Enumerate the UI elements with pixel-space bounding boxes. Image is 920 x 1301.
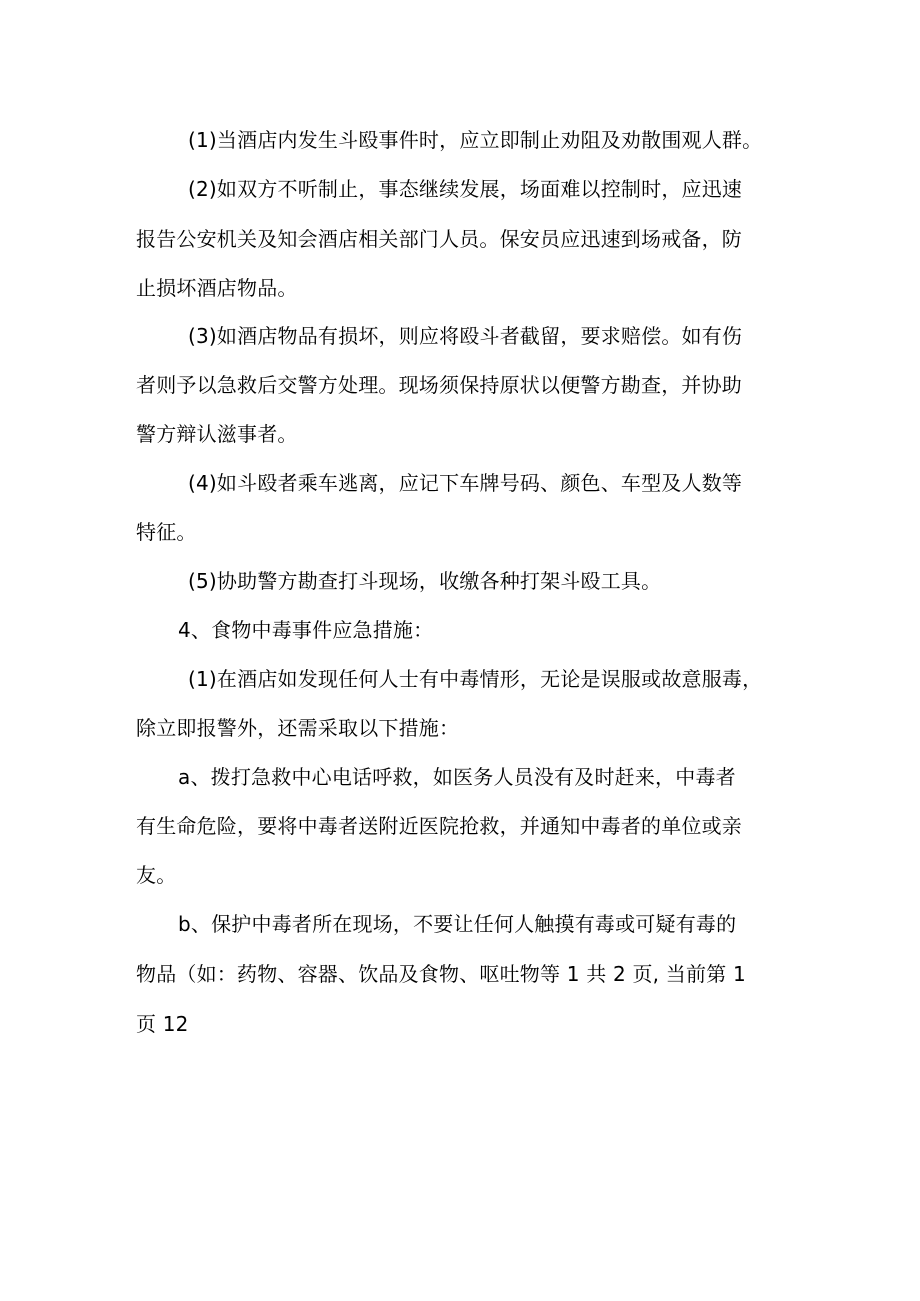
paragraph-6-line-2: 除立即报警外，还需采取以下措施： (136, 716, 460, 740)
paragraph-5-line-1: (5)协助警方勘查打斗现场，收缴各种打架斗殴工具。 (188, 569, 662, 593)
paragraph-b-line-2: 物品（如：药物、容器、饮品及食物、呕吐物等 1 共 2 页, 当前第 1 (136, 962, 746, 986)
paragraph-4-line-1: (4)如斗殴者乘车逃离，应记下车牌号码、颜色、车型及人数等 (188, 471, 743, 495)
paragraph-2-line-3: 止损坏酒店物品。 (136, 276, 298, 300)
paragraph-1-line-1: (1)当酒店内发生斗殴事件时，应立即制止劝阻及劝散围观人群。 (188, 128, 763, 152)
paragraph-2-line-1: (2)如双方不听制止，事态继续发展，场面难以控制时，应迅速 (188, 177, 743, 201)
paragraph-3-line-2: 者则予以急救后交警方处理。现场须保持原状以便警方勘查，并协助 (136, 373, 742, 397)
paragraph-4-line-2: 特征。 (136, 520, 197, 544)
paragraph-a-line-2: 有生命危险，要将中毒者送附近医院抢救，并通知中毒者的单位或亲 (136, 814, 742, 838)
section-heading-food-poisoning: 4、食物中毒事件应急措施： (178, 618, 434, 642)
paragraph-a-line-1: a、拨打急救中心电话呼救，如医务人员没有及时赶来，中毒者 (178, 765, 736, 789)
paragraph-2-line-2: 报告公安机关及知会酒店相关部门人员。保安员应迅速到场戒备，防 (136, 227, 742, 251)
paragraph-6-line-1: (1)在酒店如发现任何人士有中毒情形，无论是误服或故意服毒， (188, 667, 763, 691)
paragraph-b-line-1: b、保护中毒者所在现场，不要让任何人触摸有毒或可疑有毒的 (178, 912, 737, 936)
paragraph-3-line-3: 警方辩认滋事者。 (136, 422, 298, 446)
paragraph-3-line-1: (3)如酒店物品有损坏，则应将殴斗者截留，要求赔偿。如有伤 (188, 324, 743, 348)
paragraph-a-line-3: 友。 (136, 863, 177, 887)
paragraph-b-line-3: 页 12 (136, 1012, 189, 1036)
